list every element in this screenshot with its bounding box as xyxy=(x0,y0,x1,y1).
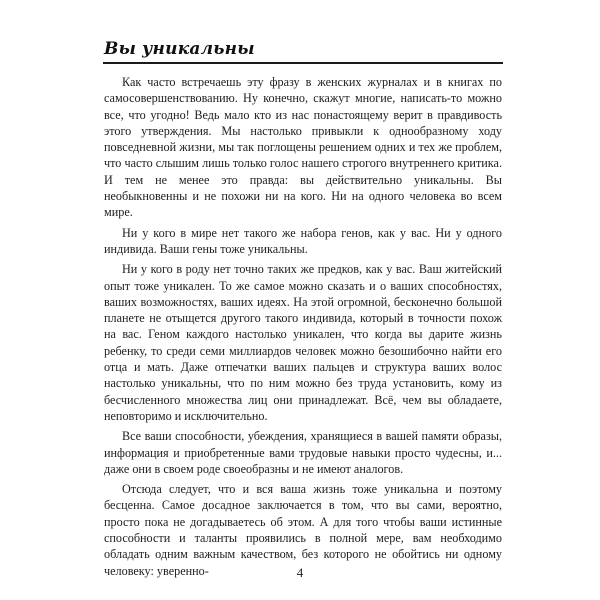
paragraph: Все ваши способности, убеждения, хранящиеся в вашей памяти образы, информация и приобретенные вами трудовые навыки просто чудесны, и... даже они в своем роде своеобразны и не имеют аналогов. xyxy=(104,429,502,476)
paragraph: Ни у кого в мире нет такого же набора генов, как у вас. Ни у одного индивида. Ваши гены тоже уникальны. xyxy=(104,225,502,256)
paragraph: Отсюда следует, что и вся ваша жизнь тоже уникальна и поэтому бесценна. Самое досадное заключается в том, что вы сами, вероятно, просто пока не догадываетесь об этом. А для того чтобы ваши истинные способности и таланты проявились в полной мере, вам необходимо обладать одним важным качеством, без которого не обойтись ни одному человеку: уверенно- xyxy=(104,482,502,578)
paragraph: Ни у кого в роду нет точно таких же предков, как у вас. Ваш житейский опыт тоже уникален. То же самое можно сказать и о ваших способностях, ваших возможностях, ваших идеях. На этой огромной, бесконечно большой планете не отыщется другого такого индивида, который в точности похож на вас. Геном каждого настолько уникален, что когда вы дарите жизнь ребенку, то среди семи миллиардов человек можно безошибочно найти его отца и мать. Даже отпечатки ваших пальцев и структура ваших волос настолько уникальны, что по ним можно без труда установить, кому из бесчисленного множества лиц они принадлежат. Всё, чем вы обладаете, неповторимо и исключительно. xyxy=(104,262,502,423)
page-number: 4 xyxy=(296,565,304,580)
heading-underline xyxy=(103,62,503,64)
body-text xyxy=(104,74,502,583)
paragraph: Как часто встречаешь эту фразу в женских журналах и в книгах по самосовершенствованию. Ну конечно, скажут многие, написать-то можно все, что угодно! Ведь мало кто из нас понастоящему верит в правдивость этого утверждения. Мы настолько привыкли к однообразному ходу повседневной жизни, мы так поглощены решением одних и тех же проблем, что часто слышим лишь только голос нашего строгого внутреннего критика. И тем не менее это правда: вы действительно уникальны. Вы необыкновенны и не похожи ни на кого. Ни на одного человека во всем мире. xyxy=(104,75,502,220)
chapter-heading: Вы уникальны xyxy=(104,39,255,59)
